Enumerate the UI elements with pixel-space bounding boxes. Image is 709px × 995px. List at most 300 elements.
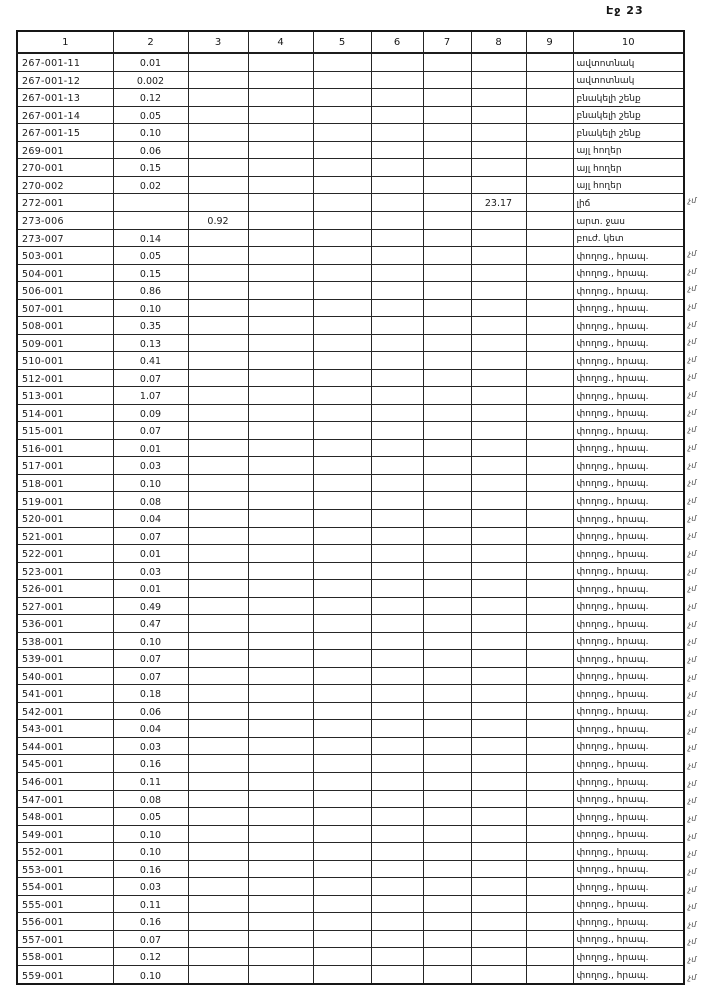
cell-col1: 269-001 [17, 141, 113, 159]
cell-col9 [526, 790, 573, 808]
cell-col1: 509-001 [17, 334, 113, 352]
cell-col6 [371, 808, 423, 826]
cell-col4 [248, 159, 313, 177]
cell-col9 [526, 913, 573, 931]
cell-col5 [313, 510, 371, 528]
cell-col6 [371, 772, 423, 790]
cell-col6 [371, 211, 423, 229]
cell-col10: լիճ [573, 194, 684, 212]
margin-annotation: չմ [688, 549, 697, 559]
cell-col8: 23.17 [471, 194, 526, 212]
cell-col4 [248, 299, 313, 317]
margin-annotation: չմ [688, 425, 697, 435]
cell-col3 [188, 124, 248, 142]
cell-col8 [471, 720, 526, 738]
page-number-label: Էջ 23 [606, 4, 644, 17]
cell-col10: փողոց., հրապ. [573, 247, 684, 265]
cell-col9 [526, 702, 573, 720]
table-row [17, 562, 684, 580]
cell-col2: 0.13 [113, 334, 188, 352]
table-row [17, 89, 684, 107]
cell-col9 [526, 141, 573, 159]
table-row [17, 299, 684, 317]
cell-col3 [188, 527, 248, 545]
margin-annotation: չմ [688, 584, 697, 594]
cell-col9 [526, 457, 573, 475]
table-row [17, 387, 684, 405]
cell-col3 [188, 667, 248, 685]
cell-col7 [423, 510, 471, 528]
table-row [17, 772, 684, 790]
cell-col5 [313, 808, 371, 826]
cell-col6 [371, 282, 423, 300]
cell-col5 [313, 53, 371, 71]
margin-annotation [684, 173, 708, 191]
cell-col2: 0.18 [113, 685, 188, 703]
cell-col7 [423, 334, 471, 352]
cell-col8 [471, 790, 526, 808]
margin-annotation: չմ [688, 602, 697, 611]
cell-col3 [188, 194, 248, 212]
cell-col2: 0.15 [113, 264, 188, 282]
cell-col1: 267-001-15 [17, 124, 113, 142]
cell-col4 [248, 404, 313, 422]
cell-col2: 0.04 [113, 720, 188, 738]
cell-col10: փողոց., հրապ. [573, 369, 684, 387]
table-row [17, 439, 684, 457]
cell-col4 [248, 229, 313, 247]
table-row [17, 755, 684, 773]
table-row [17, 141, 684, 159]
cell-col10: փողոց., հրապ. [573, 352, 684, 370]
table-row [17, 895, 684, 913]
cell-col9 [526, 439, 573, 457]
cell-col6 [371, 124, 423, 142]
cell-col4 [248, 685, 313, 703]
margin-annotation: չմ [688, 407, 697, 417]
cell-col1: 267-001-13 [17, 89, 113, 107]
table-row [17, 53, 684, 71]
cell-col2: 0.03 [113, 457, 188, 475]
cell-col2 [113, 194, 188, 212]
cell-col5 [313, 913, 371, 931]
margin-annotation: չմ [688, 266, 697, 276]
cell-col2: 0.07 [113, 369, 188, 387]
margin-annotation: չմ [688, 284, 697, 294]
margin-annotation: չմ [688, 937, 697, 947]
cell-col10: այլ հողեր [573, 159, 684, 177]
cell-col5 [313, 457, 371, 475]
cell-col9 [526, 948, 573, 966]
margin-annotation: չմ [688, 195, 697, 205]
cell-col1: 507-001 [17, 299, 113, 317]
table-row [17, 930, 684, 948]
cell-col6 [371, 825, 423, 843]
cell-col2: 0.03 [113, 878, 188, 896]
cell-col2: 0.03 [113, 737, 188, 755]
cell-col2: 0.02 [113, 176, 188, 194]
cell-col10: փողոց., հրապ. [573, 667, 684, 685]
cell-col4 [248, 527, 313, 545]
cell-col8 [471, 580, 526, 598]
cell-col4 [248, 264, 313, 282]
cell-col3 [188, 843, 248, 861]
cell-col3 [188, 878, 248, 896]
cell-col10: փողոց., հրապ. [573, 860, 684, 878]
margin-annotation: չմ [688, 831, 697, 841]
cell-col7 [423, 89, 471, 107]
margin-annotation: չմ [688, 743, 697, 753]
cell-col10: փողոց., հրապ. [573, 965, 684, 984]
cell-col3 [188, 334, 248, 352]
cell-col9 [526, 580, 573, 598]
column-header-6: 6 [371, 31, 423, 53]
table-row [17, 527, 684, 545]
cell-col8 [471, 211, 526, 229]
margin-annotations [684, 49, 708, 985]
margin-annotation [684, 226, 708, 244]
margin-annotation: չմ [688, 460, 697, 470]
cell-col10: փողոց., հրապ. [573, 737, 684, 755]
cell-col8 [471, 825, 526, 843]
table-row [17, 808, 684, 826]
cell-col5 [313, 580, 371, 598]
cell-col9 [526, 334, 573, 352]
cell-col10: փողոց., հրապ. [573, 334, 684, 352]
cell-col5 [313, 194, 371, 212]
cell-col7 [423, 404, 471, 422]
cell-col1: 547-001 [17, 790, 113, 808]
cell-col6 [371, 860, 423, 878]
margin-annotation: չմ [688, 796, 697, 806]
cell-col6 [371, 369, 423, 387]
cell-col1: 520-001 [17, 510, 113, 528]
cell-col1: 516-001 [17, 439, 113, 457]
cell-col9 [526, 632, 573, 650]
cell-col5 [313, 282, 371, 300]
cell-col6 [371, 650, 423, 668]
margin-annotation: չմ [688, 496, 697, 506]
cell-col7 [423, 878, 471, 896]
cell-col7 [423, 615, 471, 633]
margin-annotation: չմ [688, 760, 697, 770]
cell-col7 [423, 772, 471, 790]
table-row [17, 124, 684, 142]
cell-col9 [526, 159, 573, 177]
cell-col1: 517-001 [17, 457, 113, 475]
cell-col6 [371, 843, 423, 861]
cell-col6 [371, 422, 423, 440]
cell-col7 [423, 247, 471, 265]
column-header-4: 4 [248, 31, 313, 53]
cell-col9 [526, 597, 573, 615]
cell-col5 [313, 106, 371, 124]
cell-col1: 523-001 [17, 562, 113, 580]
cell-col7 [423, 843, 471, 861]
cell-col4 [248, 545, 313, 563]
cell-col8 [471, 247, 526, 265]
cell-col7 [423, 159, 471, 177]
cell-col4 [248, 825, 313, 843]
cell-col6 [371, 580, 423, 598]
cell-col4 [248, 211, 313, 229]
cell-col9 [526, 299, 573, 317]
cell-col7 [423, 317, 471, 335]
table-row [17, 352, 684, 370]
cell-col1: 526-001 [17, 580, 113, 598]
cell-col5 [313, 650, 371, 668]
cell-col3 [188, 439, 248, 457]
cell-col5 [313, 492, 371, 510]
cell-col9 [526, 860, 573, 878]
cell-col3 [188, 948, 248, 966]
table-row [17, 737, 684, 755]
cell-col4 [248, 194, 313, 212]
cell-col9 [526, 53, 573, 71]
margin-annotation: չմ [688, 919, 697, 929]
column-header-2: 2 [113, 31, 188, 53]
cell-col8 [471, 737, 526, 755]
margin-annotation [684, 49, 708, 67]
cell-col8 [471, 387, 526, 405]
cell-col3 [188, 317, 248, 335]
cell-col10: փողոց., հրապ. [573, 422, 684, 440]
cell-col7 [423, 492, 471, 510]
cell-col3 [188, 352, 248, 370]
cell-col9 [526, 124, 573, 142]
cell-col9 [526, 667, 573, 685]
cell-col9 [526, 895, 573, 913]
table-row [17, 860, 684, 878]
cell-col8 [471, 71, 526, 89]
cell-col7 [423, 562, 471, 580]
cell-col2: 0.47 [113, 615, 188, 633]
cell-col2: 0.03 [113, 562, 188, 580]
margin-annotation: չմ [688, 619, 697, 629]
cell-col7 [423, 808, 471, 826]
margin-annotation: չմ [688, 354, 697, 364]
cell-col2: 0.11 [113, 895, 188, 913]
cell-col10: արտ. ջաս [573, 211, 684, 229]
cell-col9 [526, 930, 573, 948]
cell-col2: 0.09 [113, 404, 188, 422]
cell-col5 [313, 895, 371, 913]
cell-col5 [313, 439, 371, 457]
table-row [17, 457, 684, 475]
cell-col7 [423, 790, 471, 808]
cell-col2: 0.10 [113, 965, 188, 984]
cell-col1: 267-001-12 [17, 71, 113, 89]
cell-col8 [471, 89, 526, 107]
cell-col3 [188, 737, 248, 755]
cell-col1: 557-001 [17, 930, 113, 948]
cell-col2: 0.11 [113, 772, 188, 790]
cell-col6 [371, 404, 423, 422]
cell-col9 [526, 755, 573, 773]
margin-annotation: չմ [688, 337, 697, 347]
cell-col8 [471, 176, 526, 194]
margin-annotation: չմ [688, 672, 697, 682]
cell-col4 [248, 702, 313, 720]
cell-col4 [248, 71, 313, 89]
cell-col7 [423, 474, 471, 492]
cell-col8 [471, 860, 526, 878]
cell-col1: 267-001-11 [17, 53, 113, 71]
cell-col6 [371, 913, 423, 931]
cell-col5 [313, 387, 371, 405]
cell-col1: 545-001 [17, 755, 113, 773]
cell-col9 [526, 825, 573, 843]
cell-col4 [248, 474, 313, 492]
cell-col5 [313, 685, 371, 703]
margin-annotation: չմ [688, 637, 697, 647]
cell-col4 [248, 282, 313, 300]
cell-col8 [471, 632, 526, 650]
cell-col1: 515-001 [17, 422, 113, 440]
cell-col8 [471, 124, 526, 142]
cell-col4 [248, 965, 313, 984]
cell-col2: 0.41 [113, 352, 188, 370]
cell-col2: 0.10 [113, 843, 188, 861]
cell-col3 [188, 141, 248, 159]
cell-col9 [526, 176, 573, 194]
cell-col8 [471, 527, 526, 545]
cell-col1: 549-001 [17, 825, 113, 843]
cell-col2: 0.10 [113, 825, 188, 843]
table-row [17, 597, 684, 615]
cell-col7 [423, 229, 471, 247]
column-header-3: 3 [188, 31, 248, 53]
cell-col1: 270-001 [17, 159, 113, 177]
cell-col9 [526, 878, 573, 896]
cell-col3 [188, 387, 248, 405]
cell-col7 [423, 965, 471, 984]
column-header-7: 7 [423, 31, 471, 53]
cell-col7 [423, 597, 471, 615]
cell-col4 [248, 790, 313, 808]
cell-col10: ավտոտնակ [573, 71, 684, 89]
margin-annotation: չմ [688, 248, 697, 258]
cell-col6 [371, 334, 423, 352]
cell-col10: փողոց., հրապ. [573, 510, 684, 528]
cell-col1: 555-001 [17, 895, 113, 913]
margin-annotation [684, 67, 708, 85]
cell-col9 [526, 474, 573, 492]
cell-col2: 0.16 [113, 860, 188, 878]
cell-col1: 552-001 [17, 843, 113, 861]
cell-col10: բնակելի շենք [573, 89, 684, 107]
cell-col7 [423, 755, 471, 773]
cell-col4 [248, 650, 313, 668]
cell-col1: 514-001 [17, 404, 113, 422]
table-row [17, 878, 684, 896]
cell-col1: 527-001 [17, 597, 113, 615]
cell-col5 [313, 615, 371, 633]
cell-col10: փողոց., հրապ. [573, 948, 684, 966]
cell-col7 [423, 913, 471, 931]
cell-col7 [423, 439, 471, 457]
cell-col6 [371, 878, 423, 896]
cell-col7 [423, 141, 471, 159]
table-row [17, 615, 684, 633]
cell-col10: փողոց., հրապ. [573, 457, 684, 475]
cell-col5 [313, 562, 371, 580]
cell-col5 [313, 211, 371, 229]
cell-col9 [526, 685, 573, 703]
cell-col4 [248, 913, 313, 931]
margin-annotation: չմ [688, 778, 697, 788]
cell-col5 [313, 264, 371, 282]
cell-col10: փողոց., հրապ. [573, 895, 684, 913]
cell-col1: 508-001 [17, 317, 113, 335]
cell-col2: 0.12 [113, 89, 188, 107]
cell-col5 [313, 755, 371, 773]
cell-col8 [471, 685, 526, 703]
cell-col2: 0.07 [113, 930, 188, 948]
cell-col2: 0.002 [113, 71, 188, 89]
cell-col3 [188, 895, 248, 913]
cell-col1: 541-001 [17, 685, 113, 703]
cell-col5 [313, 930, 371, 948]
cell-col10: փողոց., հրապ. [573, 772, 684, 790]
cell-col3 [188, 825, 248, 843]
cell-col7 [423, 264, 471, 282]
cell-col3 [188, 404, 248, 422]
cell-col5 [313, 843, 371, 861]
margin-annotation: չմ [688, 654, 697, 664]
cell-col3 [188, 369, 248, 387]
cell-col8 [471, 878, 526, 896]
cell-col6 [371, 159, 423, 177]
cell-col6 [371, 720, 423, 738]
cell-col5 [313, 860, 371, 878]
cell-col10: փողոց., հրապ. [573, 545, 684, 563]
cell-col5 [313, 702, 371, 720]
cell-col2: 0.35 [113, 317, 188, 335]
cell-col7 [423, 895, 471, 913]
cell-col7 [423, 211, 471, 229]
table-row [17, 194, 684, 212]
cell-col10: փողոց., հրապ. [573, 650, 684, 668]
margin-annotation: չմ [688, 443, 697, 453]
cell-col6 [371, 457, 423, 475]
cell-col2: 0.06 [113, 702, 188, 720]
cell-col3 [188, 562, 248, 580]
cell-col1: 558-001 [17, 948, 113, 966]
cell-col10: փողոց., հրապ. [573, 492, 684, 510]
cell-col5 [313, 632, 371, 650]
cell-col5 [313, 141, 371, 159]
cell-col2: 0.08 [113, 790, 188, 808]
cell-col5 [313, 597, 371, 615]
table-row [17, 71, 684, 89]
table-header-row [17, 31, 684, 53]
cell-col9 [526, 772, 573, 790]
table-row [17, 965, 684, 984]
cell-col6 [371, 527, 423, 545]
cell-col4 [248, 562, 313, 580]
cell-col4 [248, 141, 313, 159]
cell-col10: փողոց., հրապ. [573, 790, 684, 808]
cell-col6 [371, 439, 423, 457]
cell-col7 [423, 685, 471, 703]
cell-col9 [526, 527, 573, 545]
table-row [17, 702, 684, 720]
cell-col3 [188, 247, 248, 265]
cell-col7 [423, 632, 471, 650]
cell-col10: փողոց., հրապ. [573, 562, 684, 580]
cell-col2: 0.49 [113, 597, 188, 615]
